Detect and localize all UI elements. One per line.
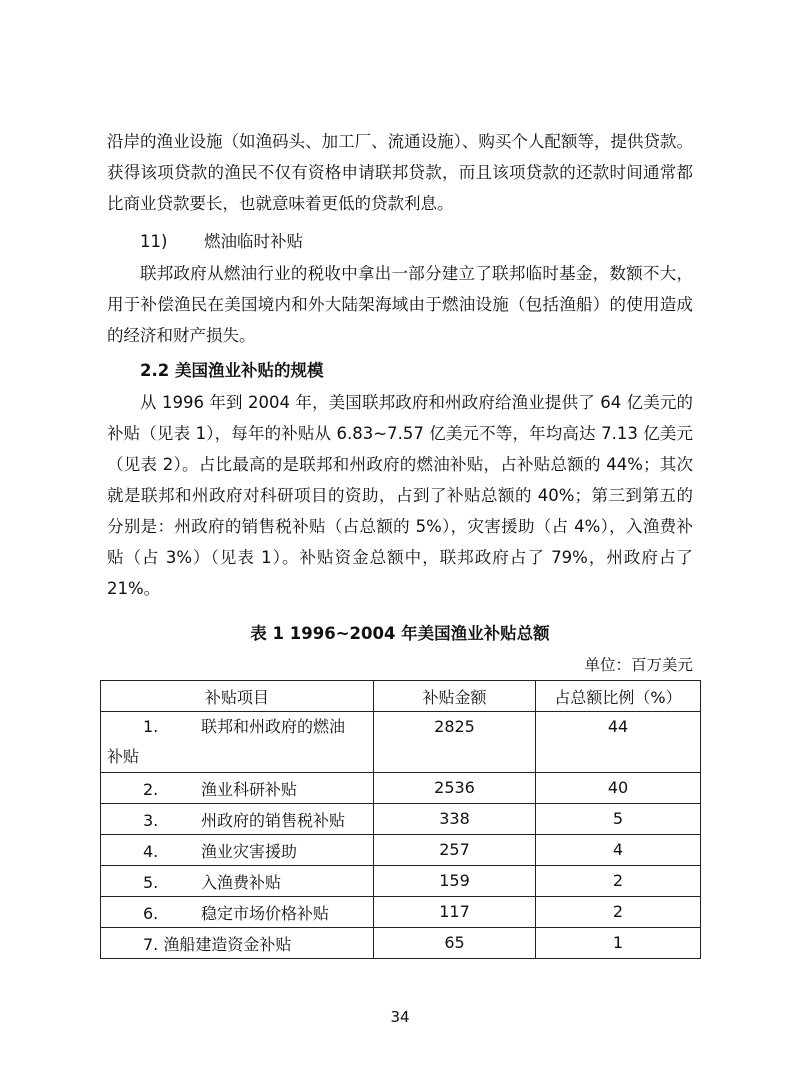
cell-item (101, 712, 374, 773)
cell-item (101, 804, 374, 835)
cell-percent: 4 (536, 835, 701, 866)
cell-percent: 44 (536, 712, 701, 773)
cell-amount: 338 (374, 804, 536, 835)
page-number: 34 (390, 1008, 410, 1026)
table-unit-note: 单位：百万美元 (584, 656, 693, 674)
header-percent: 占总额比例（%） (536, 681, 701, 712)
row-index: 6. (143, 903, 159, 923)
row-index: 3. (143, 810, 159, 830)
list-item-fuel-subsidy (140, 226, 303, 257)
row-index: 2. (143, 779, 159, 799)
header-amount: 补贴金额 (374, 681, 536, 712)
cell-amount: 65 (374, 928, 536, 959)
cell-item (101, 835, 374, 866)
table-row (101, 835, 701, 866)
cell-amount: 257 (374, 835, 536, 866)
table-row (101, 866, 701, 897)
list-item-title: 燃油临时补贴 (204, 232, 303, 251)
cell-item (101, 928, 374, 959)
table-row (101, 804, 701, 835)
header-item: 补贴项目 (101, 681, 374, 712)
table-row (101, 928, 701, 959)
subsidy-table (100, 680, 701, 959)
cell-amount: 2536 (374, 773, 536, 804)
paragraph-loan-continued: 沿岸的渔业设施（如渔码头、加工厂、流通设施）、购买个人配额等，提供贷款。获得该项贷款的渔民不仅有资格申请联邦贷款，而且该项贷款的还款时间通常都比商业贷款要长，也就意味着更低的贷款利息。 (107, 132, 693, 213)
row-index: 5. (143, 872, 159, 892)
cell-percent: 5 (536, 804, 701, 835)
row-name: 渔业科研补贴 (201, 779, 298, 799)
table-header-row (101, 681, 701, 712)
row-name: 联邦和州政府的燃油 (201, 717, 346, 736)
table-caption: 表 1 1996~2004 年美国渔业补贴总额 (250, 624, 550, 643)
list-item-number: 11) (140, 232, 168, 251)
cell-amount: 2825 (374, 712, 536, 773)
row-index: 1. (143, 717, 159, 736)
paragraph-subsidy-scale: 从 1996 年到 2004 年，美国联邦政府和州政府给渔业提供了 64 亿美元的补贴（见表 1），每年的补贴从 6.83~7.57 亿美元不等，年均高达 7.13 亿美元（见表 2）。占比最高的是联邦和州政府的燃油补贴，占补贴总额的 44%；其次就是联邦和州政府对科研项目的资助，占到了补贴总额的 40%；第三到第五的分别是：州政府的销售税补贴（占总额的 5%），灾害援助（占 4%），入渔费补贴（占 3%）（见表 1）。补贴资金总额中，联邦政府占了 79%，州政府占了 21%。 (107, 393, 693, 598)
table-row (101, 712, 701, 773)
table-row (101, 897, 701, 928)
cell-item (101, 773, 374, 804)
cell-percent: 2 (536, 897, 701, 928)
cell-item (101, 897, 374, 928)
row-name-continued: 补贴 (107, 747, 140, 766)
cell-percent: 2 (536, 866, 701, 897)
table-row (101, 773, 701, 804)
row-name: 渔业灾害援助 (201, 841, 298, 861)
row-name: 稳定市场价格补贴 (201, 903, 330, 923)
cell-percent: 40 (536, 773, 701, 804)
row-name: 7. 渔船建造资金补贴 (143, 934, 292, 954)
row-name: 入渔费补贴 (201, 872, 282, 892)
cell-item (101, 866, 374, 897)
row-name: 州政府的销售税补贴 (201, 810, 346, 830)
cell-percent: 1 (536, 928, 701, 959)
row-index: 4. (143, 841, 159, 861)
section-heading: 2.2 美国渔业补贴的规模 (140, 361, 324, 380)
paragraph-fuel-subsidy: 联邦政府从燃油行业的税收中拿出一部分建立了联邦临时基金，数额不大，用于补偿渔民在美国境内和外大陆架海域由于燃油设施（包括渔船）的使用造成的经济和财产损失。 (107, 264, 693, 345)
cell-amount: 117 (374, 897, 536, 928)
cell-amount: 159 (374, 866, 536, 897)
